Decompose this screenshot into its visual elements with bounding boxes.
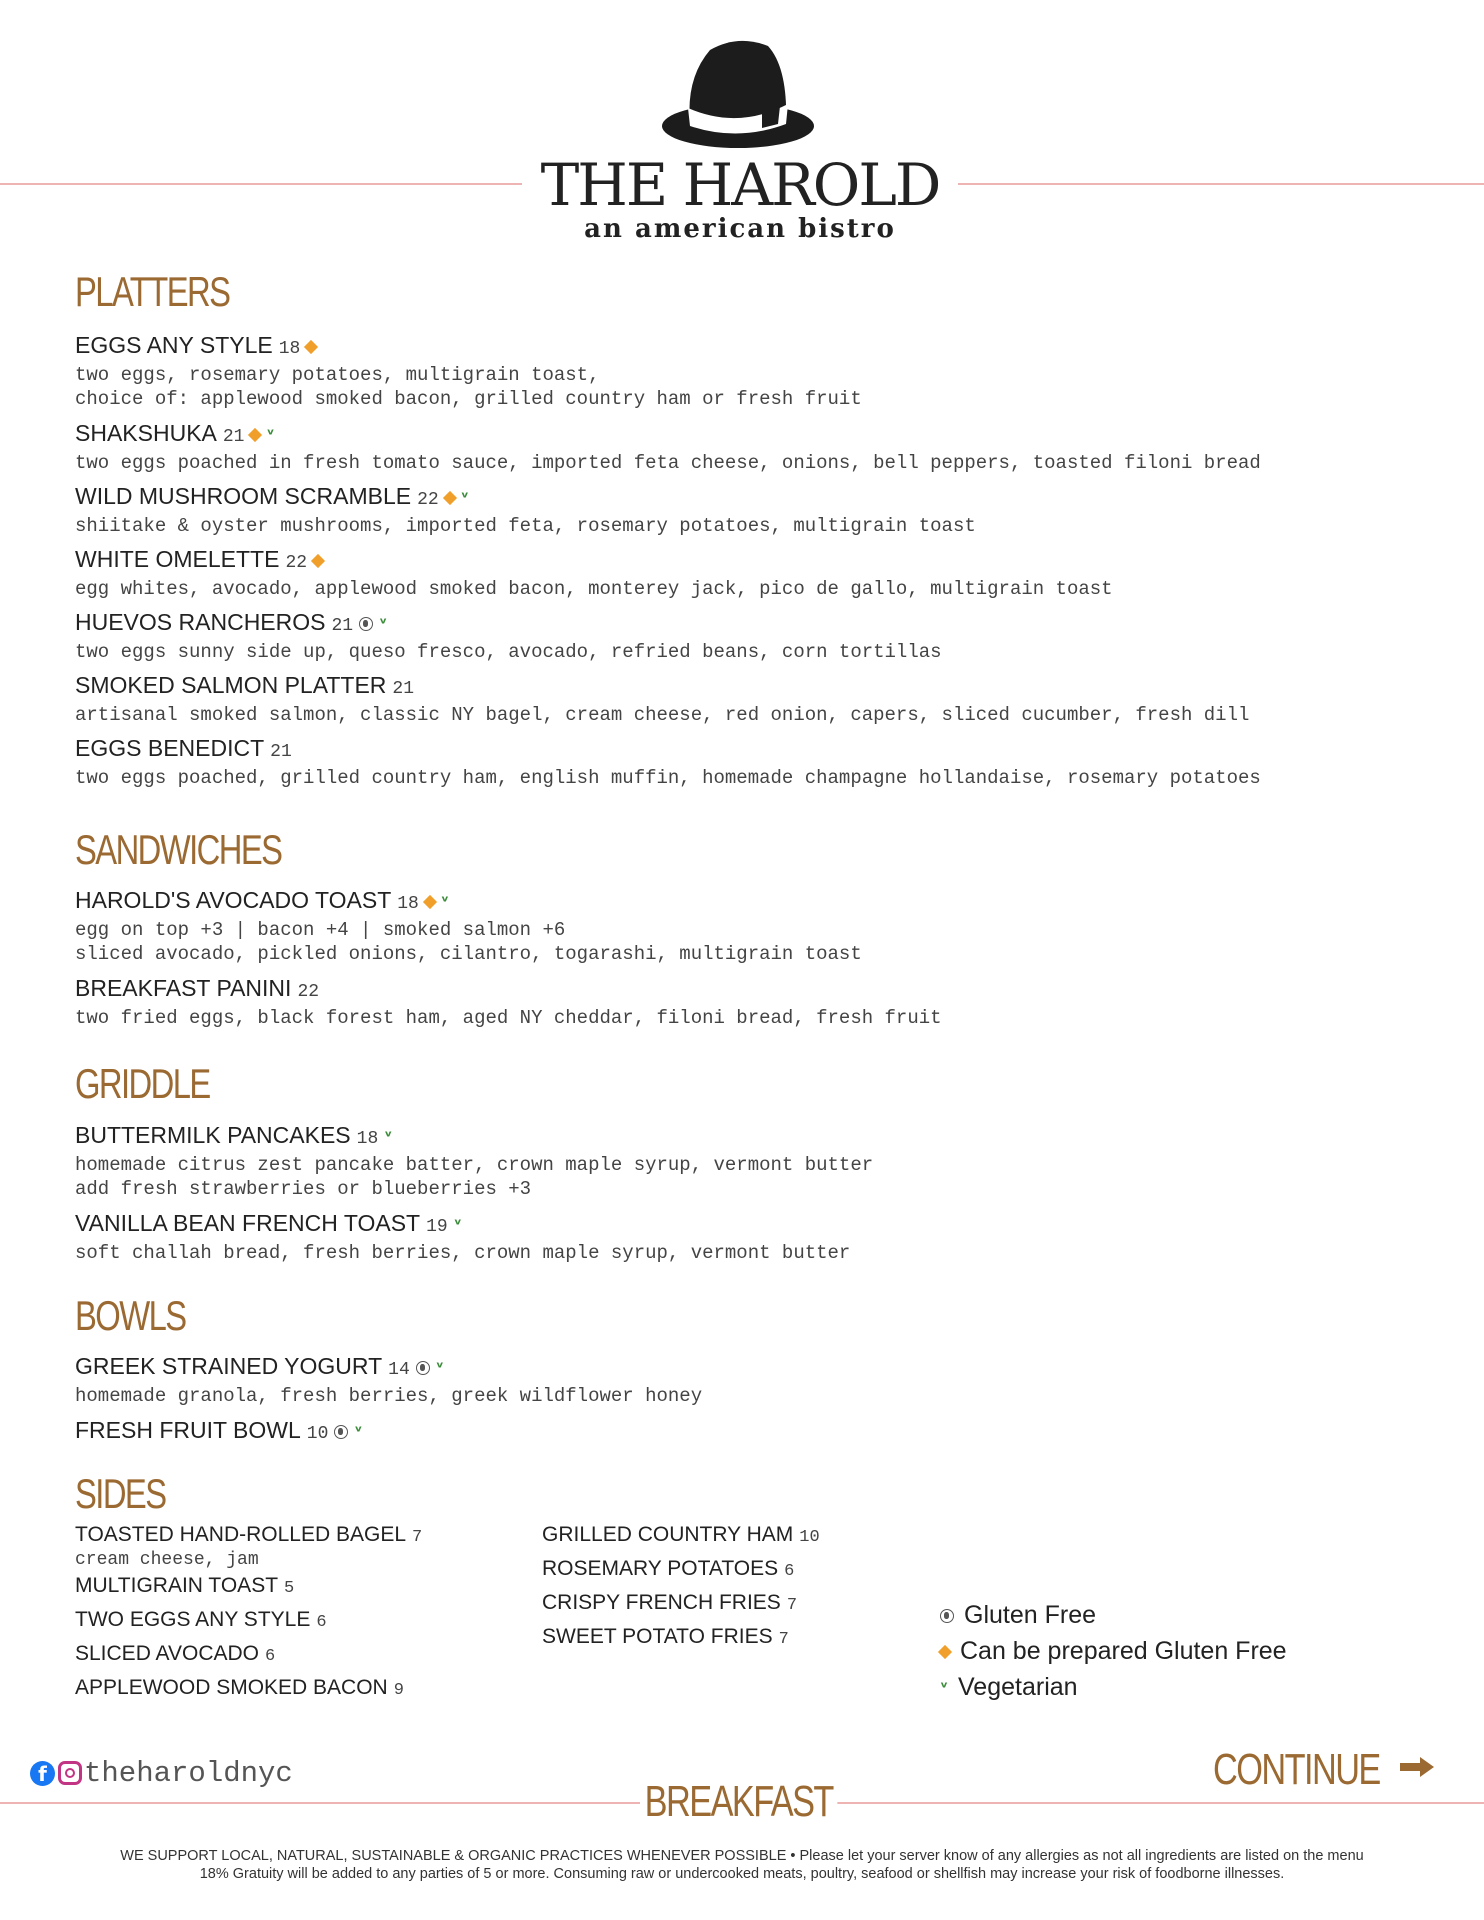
vegetarian-icon: ᵛ [384, 1126, 393, 1146]
item-name: SLICED AVOCADO [75, 1642, 259, 1665]
item-name: MULTIGRAIN TOAST [75, 1574, 279, 1597]
item-desc: two eggs sunny side up, queso fresco, avocado, refried beans, corn tortillas [75, 641, 942, 663]
item-desc: egg on top +3 | bacon +4 | smoked salmon +6 [75, 919, 566, 941]
item-name: GREEK STRAINED YOGURT [75, 1353, 383, 1379]
item-price: 9 [393, 1681, 404, 1700]
menu-item-white-omelette [75, 545, 1113, 601]
menu-item-avocado-toast [75, 886, 862, 966]
item-price: 21 [270, 742, 292, 762]
menu-item-french-toast [75, 1209, 850, 1265]
brand-name: THE HAROLD [540, 151, 940, 219]
logo [520, 38, 960, 248]
item-price: 19 [426, 1217, 448, 1237]
item-name: TWO EGGS ANY STYLE [75, 1608, 311, 1631]
section-title-platters: PLATTERS [75, 268, 230, 315]
gluten-free-icon [359, 617, 373, 631]
item-price: 21 [222, 427, 245, 447]
item-price: 6 [784, 1562, 795, 1581]
section-title-sides: SIDES [75, 1470, 166, 1517]
gf-option-icon [304, 340, 318, 354]
header-rule-left [0, 183, 522, 185]
item-price: 21 [331, 616, 354, 636]
vegetarian-icon: ᵛ [440, 891, 449, 911]
menu-item-shakshuka [75, 419, 1261, 475]
side-item-sweet-potato-fries [542, 1624, 789, 1653]
legend-vegetarian [940, 1672, 1078, 1702]
menu-item-breakfast-panini [75, 974, 942, 1030]
side-item-sliced-avocado [75, 1641, 275, 1670]
item-price: 6 [316, 1613, 327, 1632]
social-handle[interactable]: theharoldnyc [84, 1756, 293, 1790]
header-rule-right [958, 183, 1484, 185]
vegetarian-icon: ᵛ [354, 1421, 363, 1441]
side-item-french-fries [542, 1590, 797, 1619]
section-title-sandwiches: SANDWICHES [75, 826, 282, 873]
menu-item-eggs-any-style [75, 331, 862, 411]
item-name: HAROLD'S AVOCADO TOAST [75, 887, 392, 913]
item-desc: two eggs poached, grilled country ham, english muffin, homemade champagne hollandaise, rosemary potatoes [75, 767, 1261, 789]
footnote-line-2: 18% Gratuity will be added to any parties of 5 or more. Consuming raw or undercooked meats, poultry, seafood or shellfish may increase your risk of foodborne illnesses. [199, 1866, 1285, 1882]
side-item-bacon [75, 1675, 404, 1704]
menu-item-fresh-fruit-bowl [75, 1416, 362, 1448]
item-price: 22 [297, 982, 320, 1002]
item-name: APPLEWOOD SMOKED BACON [75, 1676, 388, 1699]
item-name: WILD MUSHROOM SCRAMBLE [75, 483, 412, 509]
legend-label: Can be prepared Gluten Free [960, 1637, 1287, 1665]
item-name: VANILLA BEAN FRENCH TOAST [75, 1210, 421, 1236]
brand-tagline: an american bistro [584, 214, 896, 244]
item-desc: artisanal smoked salmon, classic NY bagel, cream cheese, red onion, capers, sliced cucumber, fresh dill [75, 704, 1250, 726]
side-item-country-ham [542, 1522, 820, 1551]
item-name: ROSEMARY POTATOES [542, 1557, 779, 1580]
item-price: 14 [388, 1360, 410, 1380]
side-item-multigrain-toast [75, 1573, 294, 1602]
item-name: WHITE OMELETTE [75, 546, 280, 572]
item-name: SHAKSHUKA [75, 420, 217, 446]
instagram-icon[interactable] [58, 1761, 82, 1785]
item-name: SMOKED SALMON PLATTER [75, 672, 387, 698]
menu-name: BREAKFAST [640, 1777, 837, 1827]
section-title-griddle: GRIDDLE [75, 1060, 210, 1107]
item-name: TOASTED HAND-ROLLED BAGEL [75, 1523, 407, 1546]
legend-label: Vegetarian [958, 1673, 1078, 1701]
gf-option-icon [311, 554, 325, 568]
item-price: 7 [778, 1630, 789, 1649]
vegetarian-icon: ᵛ [266, 424, 275, 444]
footnote-line-1: WE SUPPORT LOCAL, NATURAL, SUSTAINABLE & ORGANIC PRACTICES WHENEVER POSSIBLE • Please let your server know of any allergies as not all ingredients are listed on the menu [120, 1848, 1364, 1864]
vegetarian-icon: ᵛ [460, 487, 469, 507]
social-links [30, 1758, 293, 1788]
side-item-rosemary-potatoes [542, 1556, 794, 1585]
item-price: 22 [417, 490, 439, 510]
item-price: 22 [285, 553, 308, 573]
item-price: 10 [799, 1528, 820, 1547]
item-price: 7 [786, 1596, 798, 1615]
item-price: 6 [265, 1647, 276, 1666]
item-desc: two fried eggs, black forest ham, aged NY cheddar, filoni bread, fresh fruit [75, 1007, 942, 1029]
facebook-icon[interactable]: f [30, 1761, 55, 1786]
vegetarian-icon: ᵛ [379, 613, 388, 633]
gluten-free-icon [940, 1609, 954, 1623]
item-price: 7 [412, 1528, 423, 1547]
side-item-bagel [75, 1522, 422, 1569]
continue-label[interactable]: CONTINUE [1213, 1745, 1380, 1794]
arrow-right-icon[interactable] [1400, 1755, 1436, 1779]
item-desc: egg whites, avocado, applewood smoked bacon, monterey jack, pico de gallo, multigrain toast [75, 578, 1113, 600]
item-name: HUEVOS RANCHEROS [75, 609, 326, 635]
item-price: 18 [278, 339, 301, 359]
item-name: FRESH FRUIT BOWL [75, 1417, 301, 1443]
section-title-bowls: BOWLS [75, 1292, 186, 1339]
item-desc: shiitake & oyster mushrooms, imported feta, rosemary potatoes, multigrain toast [75, 515, 976, 537]
item-name: EGGS ANY STYLE [75, 332, 273, 358]
menu-item-wild-mushroom-scramble [75, 482, 976, 538]
side-item-two-eggs [75, 1607, 327, 1636]
gf-option-icon [443, 491, 457, 505]
item-name: CRISPY FRENCH FRIES [542, 1591, 781, 1614]
hat-icon [658, 38, 818, 158]
menu-item-eggs-benedict [75, 734, 1261, 790]
item-desc: sliced avocado, pickled onions, cilantro, togarashi, multigrain toast [75, 943, 862, 965]
item-name: SWEET POTATO FRIES [542, 1625, 773, 1648]
gf-option-icon [938, 1645, 952, 1659]
gf-option-icon [423, 895, 437, 909]
legend-label: Gluten Free [964, 1601, 1097, 1629]
gluten-free-icon [334, 1425, 348, 1439]
item-price: 10 [306, 1424, 329, 1444]
item-name: EGGS BENEDICT [75, 735, 265, 761]
item-price: 21 [392, 679, 415, 699]
item-price: 5 [284, 1579, 295, 1598]
menu-item-buttermilk-pancakes [75, 1121, 873, 1201]
vegetarian-icon: ᵛ [453, 1214, 462, 1234]
legend-gluten-free [940, 1600, 1096, 1630]
item-desc: cream cheese, jam [75, 1550, 259, 1570]
item-name: BREAKFAST PANINI [75, 975, 292, 1001]
menu-item-smoked-salmon-platter [75, 671, 1249, 727]
item-desc: soft challah bread, fresh berries, crown maple syrup, vermont butter [75, 1242, 851, 1264]
item-price: 18 [356, 1129, 379, 1149]
vegetarian-icon: ᵛ [435, 1357, 444, 1377]
item-desc: homemade citrus zest pancake batter, crown maple syrup, vermont butter [75, 1154, 874, 1176]
item-name: GRILLED COUNTRY HAM [542, 1523, 794, 1546]
item-price: 18 [397, 894, 419, 914]
menu-item-huevos-rancheros [75, 608, 942, 664]
item-desc: add fresh strawberries or blueberries +3 [75, 1178, 532, 1200]
gf-option-icon [248, 428, 262, 442]
menu-item-greek-yogurt [75, 1352, 702, 1408]
item-desc: two eggs, rosemary potatoes, multigrain toast, [75, 364, 600, 386]
vegetarian-icon: ᵛ [940, 1678, 949, 1698]
legend-can-be-gf [940, 1636, 1287, 1666]
item-desc: homemade granola, fresh berries, greek wildflower honey [75, 1385, 703, 1407]
item-desc: two eggs poached in fresh tomato sauce, imported feta cheese, onions, bell peppers, toasted filoni bread [75, 452, 1261, 474]
item-name: BUTTERMILK PANCAKES [75, 1122, 351, 1148]
item-desc: choice of: applewood smoked bacon, grilled country ham or fresh fruit [75, 388, 862, 410]
gluten-free-icon [416, 1361, 430, 1375]
